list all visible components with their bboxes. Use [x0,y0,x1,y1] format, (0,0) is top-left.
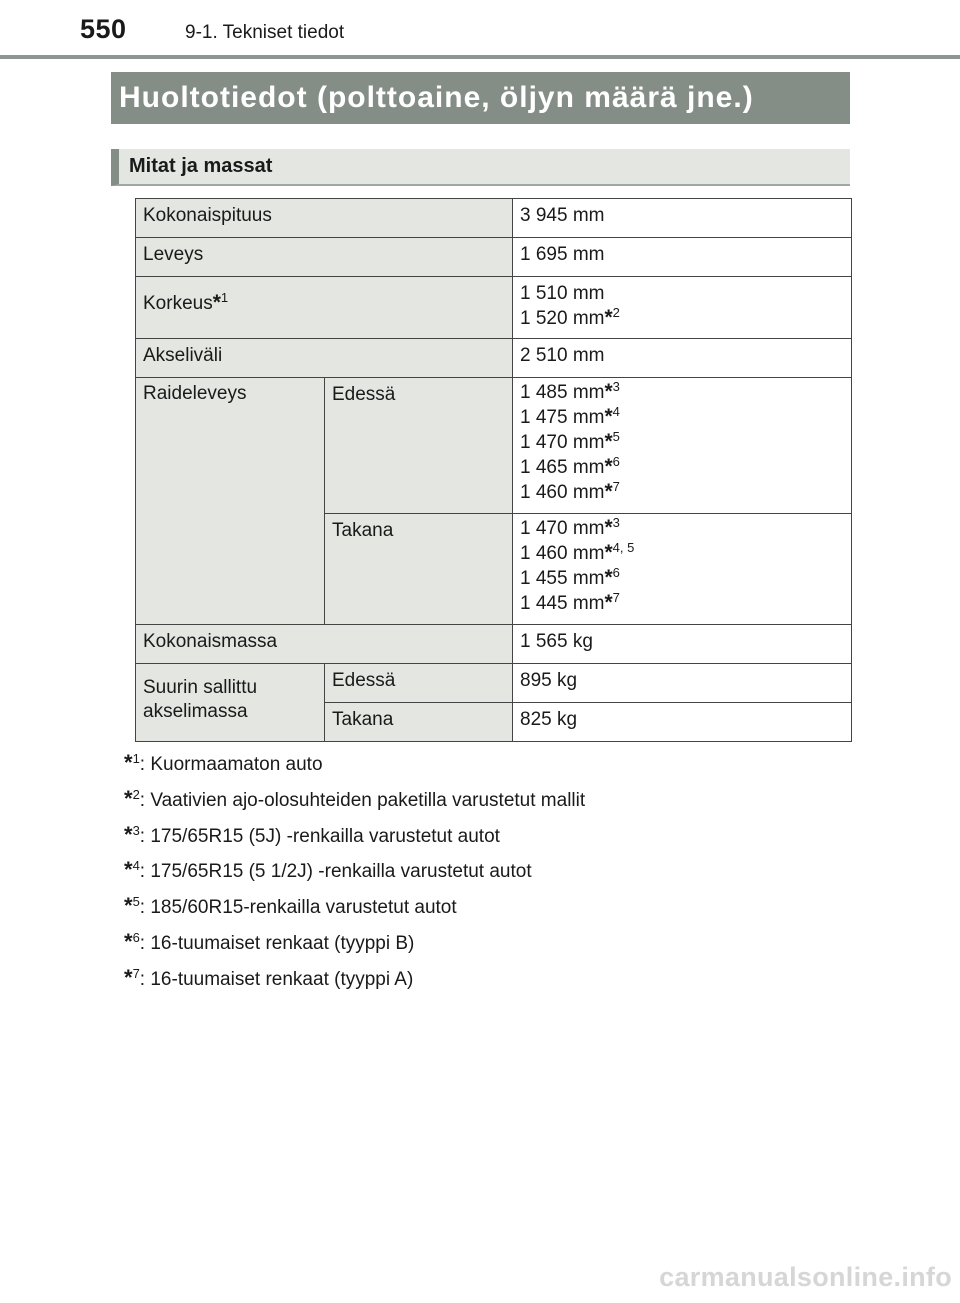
page-title: Huoltotiedot (polttoaine, öljyn määrä jne.) [111,72,850,124]
footnote [124,855,585,891]
footnote-ref: 7 [612,590,620,605]
footnote-text: : Vaativien ajo-olosuhteiden paketilla varustetut mallit [139,789,586,811]
footnote-ref: 1 [220,290,229,305]
row-label-cell [136,277,513,339]
value-line: 1 485 mm [520,382,605,403]
table-row-width [136,238,852,277]
table-row-axle-front [136,664,852,703]
row-label: Kokonaispituus [136,199,513,238]
row-label-cell [136,664,325,742]
footnote [124,820,585,856]
row-value: 1 565 kg [513,625,852,664]
sub-label: Edessä [325,378,513,514]
asterisk: * [604,566,613,589]
asterisk: * [124,750,133,775]
table-row-track-front [136,378,852,514]
footnote-number: 2 [132,786,140,802]
footnote-text: : 175/65R15 (5 1/2J) -renkailla varustetut autot [139,861,532,883]
footnote-number: 5 [132,894,140,910]
table-row-wheelbase [136,339,852,378]
footnote-number: 1 [132,751,140,766]
footnote-text: : 185/60R15-renkailla varustetut autot [139,897,457,919]
value-line: 1 520 mm [520,308,605,329]
footnote-number: 7 [132,965,140,981]
footnotes [124,748,585,999]
footnote [124,927,585,963]
value-line: 1 470 mm [520,518,605,539]
sub-label: Takana [325,514,513,625]
asterisk: * [604,541,613,564]
footnote-text: : Kuormaamaton auto [139,754,323,775]
footnote-text: : 16-tuumaiset renkaat (tyyppi B) [139,932,415,954]
row-value: 2 510 mm [513,339,852,378]
value-line-wrap [520,516,844,541]
asterisk: * [124,857,133,883]
value-line-wrap [520,455,844,480]
value-line: 1 470 mm [520,432,605,453]
asterisk: * [604,591,613,614]
table-row-gross-mass [136,625,852,664]
row-label: Kokonaismassa [136,625,513,664]
row-label-line: Suurin sallittu [143,677,258,698]
dimensions-table [135,198,852,742]
asterisk: * [124,928,133,954]
subsection-heading: Mitat ja massat [111,149,850,186]
footnote-ref: 6 [612,565,620,580]
page-number: 550 [80,14,127,44]
asterisk: * [604,480,613,503]
footnote [124,748,585,784]
footnote-ref: 6 [612,454,620,469]
footnote-ref: 3 [612,379,620,394]
table-row-height [136,277,852,339]
value-line: 1 445 mm [520,593,605,614]
value-line-wrap [520,591,844,616]
value-line: 1 465 mm [520,457,605,478]
footnote-ref: 4, 5 [612,540,635,555]
footnote [124,891,585,927]
asterisk: * [604,455,613,478]
value-line: 1 510 mm [520,283,605,304]
asterisk: * [604,430,613,453]
value-line-wrap [520,566,844,591]
footnote-number: 4 [132,858,140,874]
footnote-text: : 16-tuumaiset renkaat (tyyppi A) [139,968,414,990]
table-row-overall-length [136,199,852,238]
asterisk: * [604,306,613,329]
footnote-number: 6 [132,929,140,945]
footnote-ref: 5 [612,429,620,444]
row-value-cell [513,378,852,514]
footnote-text: : 175/65R15 (5J) -renkailla varustetut autot [139,825,500,847]
asterisk: * [604,405,613,428]
footnote-number: 3 [132,822,140,838]
sub-label: Edessä [325,664,513,703]
row-value-cell [513,277,852,339]
value-line: 1 460 mm [520,482,605,503]
row-value: 895 kg [513,664,852,703]
watermark: carmanualsonline.info [659,1262,952,1292]
row-value: 825 kg [513,703,852,742]
footnote-ref: 2 [612,305,620,320]
asterisk: * [124,785,133,811]
footnote [124,784,585,820]
value-line-wrap [520,405,844,430]
row-value: 3 945 mm [513,199,852,238]
asterisk: * [124,821,133,847]
row-label: Korkeus [143,293,213,314]
asterisk: * [212,291,221,314]
row-label-line: akselimassa [143,701,248,722]
footnote-ref: 7 [612,479,620,494]
asterisk: * [604,516,613,539]
asterisk: * [124,893,133,919]
value-line: 1 475 mm [520,407,605,428]
footnote-ref: 4 [612,404,620,419]
value-line-wrap [520,430,844,455]
row-label: Raideleveys [136,378,325,625]
row-value-cell [513,514,852,625]
value-line-wrap [520,480,844,505]
value-line-wrap [520,306,844,331]
footnote [124,963,585,999]
footnote-ref: 3 [612,515,620,530]
value-line-wrap [520,541,844,566]
row-label: Akseliväli [136,339,513,378]
section-reference: 9-1. Tekniset tiedot [185,22,345,43]
asterisk: * [124,964,133,990]
header-divider [0,55,960,59]
value-line: 1 455 mm [520,568,605,589]
asterisk: * [604,380,613,403]
sub-label: Takana [325,703,513,742]
value-line-wrap [520,380,844,405]
row-label: Leveys [136,238,513,277]
row-value: 1 695 mm [513,238,852,277]
value-line: 1 460 mm [520,543,605,564]
